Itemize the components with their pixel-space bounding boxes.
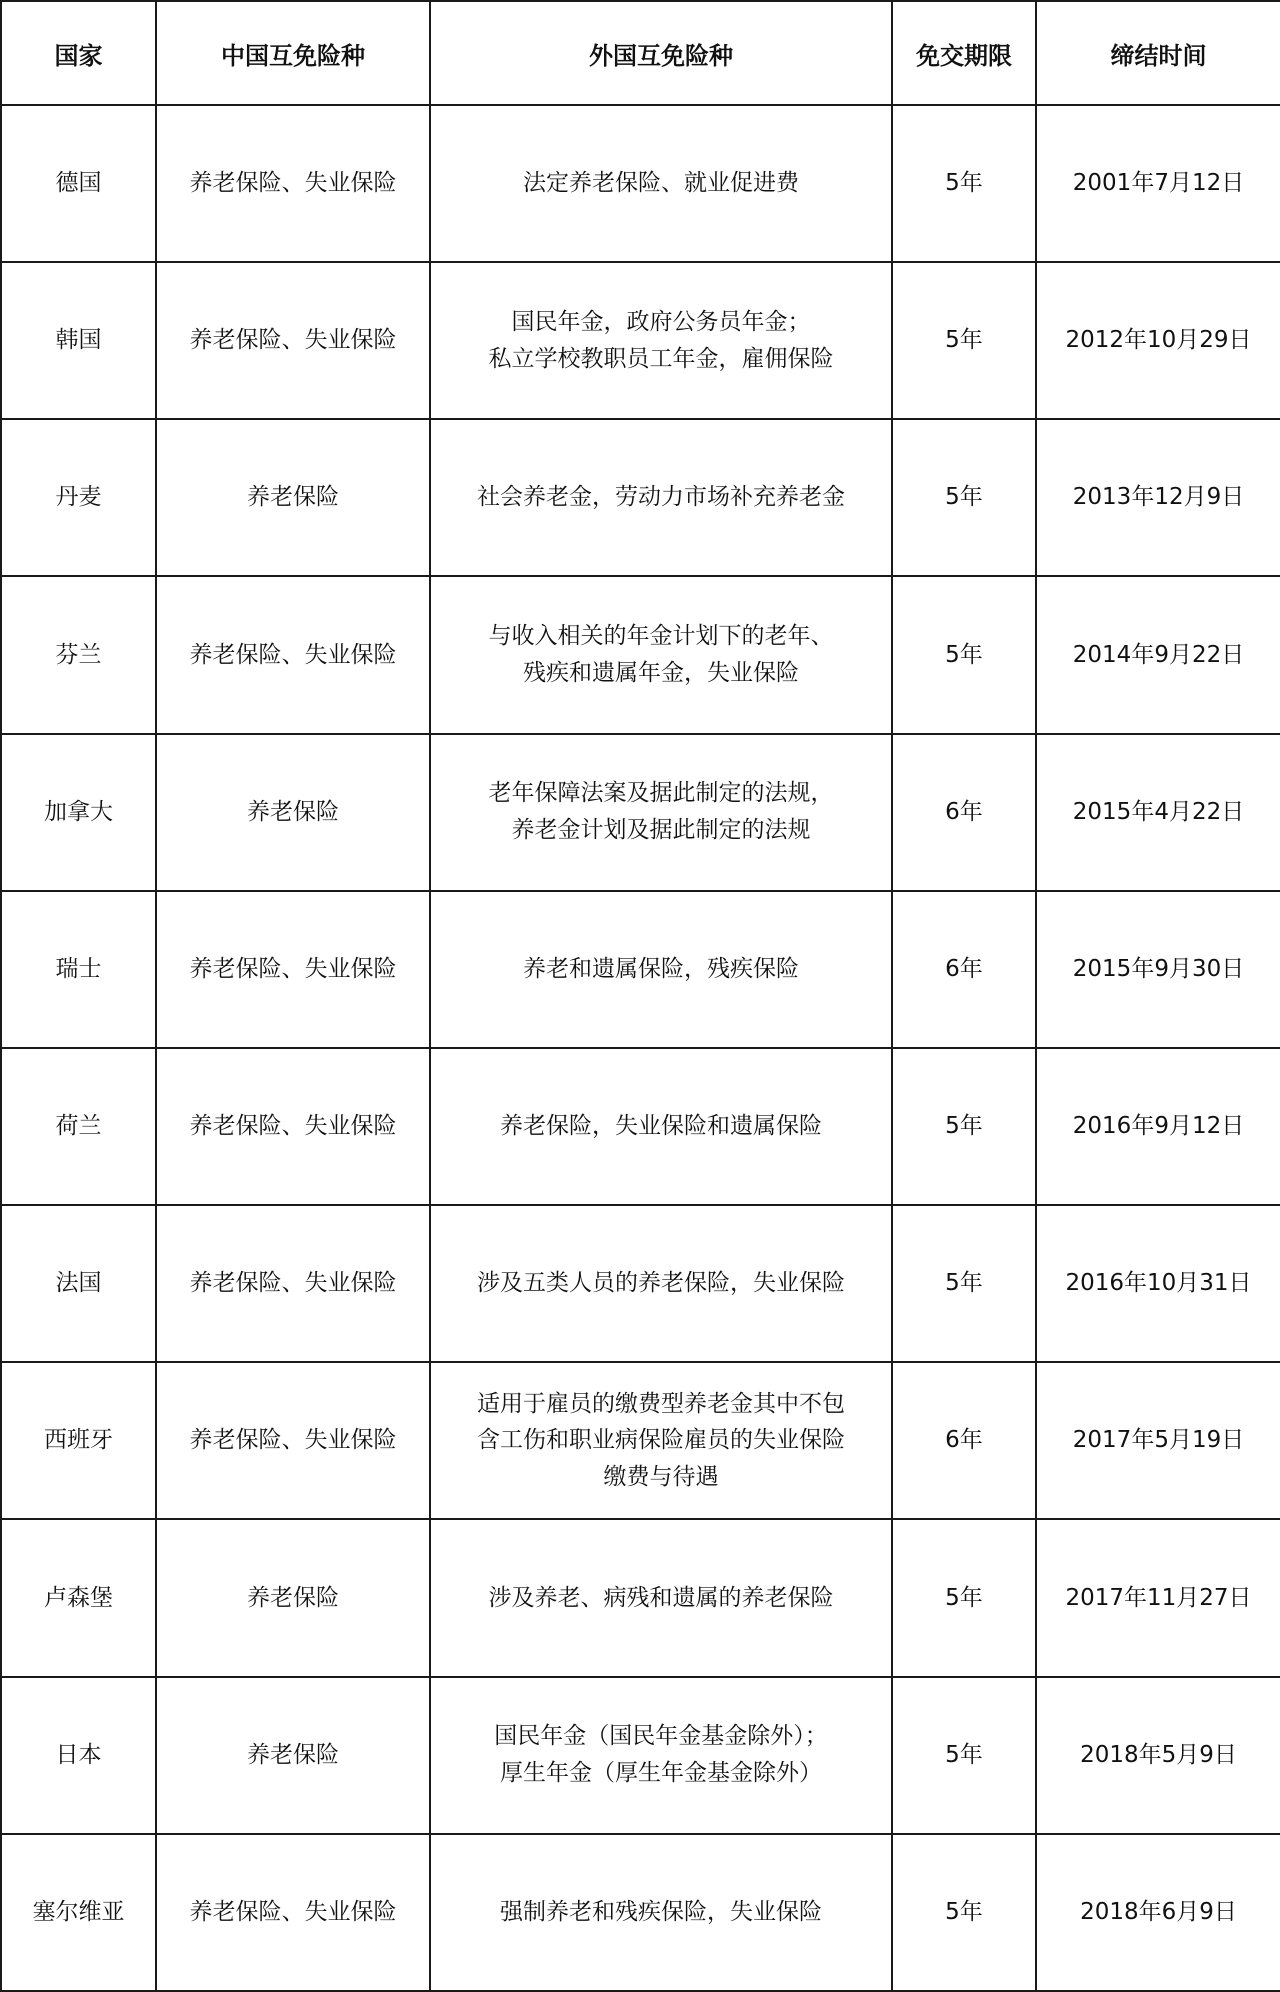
foreign-insurance-cell (430, 262, 892, 419)
exemption-period-cell: 6年 (892, 891, 1036, 1048)
table-row (1, 105, 1280, 262)
foreign-insurance-cell (430, 1205, 892, 1362)
table-row (1, 1677, 1280, 1834)
foreign-insurance-cell (430, 1362, 892, 1519)
exemption-period-cell: 5年 (892, 1205, 1036, 1362)
signing-date-cell: 2015年4月22日 (1036, 734, 1280, 891)
china-insurance-cell: 养老保险 (156, 419, 430, 576)
signing-date-cell: 2015年9月30日 (1036, 891, 1280, 1048)
country-cell: 法国 (1, 1205, 156, 1362)
china-insurance-cell: 养老保险 (156, 1519, 430, 1676)
foreign-insurance-line: 与收入相关的年金计划下的老年、 (488, 623, 834, 650)
signing-date-cell: 2016年10月31日 (1036, 1205, 1280, 1362)
foreign-insurance-cell (430, 891, 892, 1048)
table-row (1, 262, 1280, 419)
foreign-insurance-line: 国民年金，政府公务员年金； (511, 308, 811, 335)
exemption-period-cell: 5年 (892, 419, 1036, 576)
foreign-insurance-cell (430, 1677, 892, 1834)
header-china-insurance: 中国互免险种 (156, 1, 430, 105)
foreign-insurance-line: 强制养老和残疾保险，失业保险 (500, 1898, 822, 1925)
china-insurance-cell: 养老保险 (156, 734, 430, 891)
foreign-insurance-line: 养老和遗属保险，残疾保险 (523, 955, 799, 982)
foreign-insurance-cell (430, 419, 892, 576)
foreign-insurance-line: 厚生年金（厚生年金基金除外） (500, 1760, 822, 1787)
foreign-insurance-line: 社会养老金，劳动力市场补充养老金 (477, 484, 845, 511)
exemption-period-cell: 5年 (892, 262, 1036, 419)
exemption-period-cell: 5年 (892, 105, 1036, 262)
country-cell: 塞尔维亚 (1, 1834, 156, 1991)
china-insurance-cell: 养老保险、失业保险 (156, 1362, 430, 1519)
foreign-insurance-line: 涉及养老、病残和遗属的养老保险 (488, 1584, 834, 1611)
table-row (1, 1362, 1280, 1519)
country-cell: 韩国 (1, 262, 156, 419)
exemption-period-cell: 6年 (892, 734, 1036, 891)
signing-date-cell: 2018年6月9日 (1036, 1834, 1280, 1991)
header-country: 国家 (1, 1, 156, 105)
table-row (1, 1048, 1280, 1205)
foreign-insurance-line: 私立学校教职员工年金，雇佣保险 (488, 345, 834, 372)
country-cell: 日本 (1, 1677, 156, 1834)
table-row (1, 1519, 1280, 1676)
signing-date-cell: 2018年5月9日 (1036, 1677, 1280, 1834)
country-cell: 荷兰 (1, 1048, 156, 1205)
signing-date-cell: 2017年5月19日 (1036, 1362, 1280, 1519)
signing-date-cell: 2017年11月27日 (1036, 1519, 1280, 1676)
country-cell: 西班牙 (1, 1362, 156, 1519)
table-row (1, 576, 1280, 733)
exemption-period-cell: 5年 (892, 576, 1036, 733)
china-insurance-cell: 养老保险、失业保险 (156, 262, 430, 419)
foreign-insurance-line: 适用于雇员的缴费型养老金其中不包 (477, 1390, 845, 1417)
foreign-insurance-line: 含工伤和职业病保险雇员的失业保险 (477, 1427, 845, 1454)
signing-date-cell: 2001年7月12日 (1036, 105, 1280, 262)
country-cell: 加拿大 (1, 734, 156, 891)
foreign-insurance-line: 老年保障法案及据此制定的法规， (488, 780, 834, 807)
foreign-insurance-cell (430, 734, 892, 891)
china-insurance-cell: 养老保险、失业保险 (156, 891, 430, 1048)
foreign-insurance-line: 缴费与待遇 (603, 1464, 719, 1491)
signing-date-cell: 2013年12月9日 (1036, 419, 1280, 576)
foreign-insurance-cell (430, 105, 892, 262)
china-insurance-cell: 养老保险、失业保险 (156, 105, 430, 262)
foreign-insurance-cell (430, 576, 892, 733)
country-cell: 丹麦 (1, 419, 156, 576)
foreign-insurance-cell (430, 1519, 892, 1676)
table-row (1, 891, 1280, 1048)
foreign-insurance-line: 涉及五类人员的养老保险，失业保险 (477, 1270, 845, 1297)
table-row (1, 1205, 1280, 1362)
table-row (1, 1834, 1280, 1991)
foreign-insurance-cell (430, 1048, 892, 1205)
foreign-insurance-line: 养老金计划及据此制定的法规 (511, 817, 811, 844)
exemption-period-cell: 6年 (892, 1362, 1036, 1519)
country-cell: 芬兰 (1, 576, 156, 733)
header-signing-date: 缔结时间 (1036, 1, 1280, 105)
country-cell: 德国 (1, 105, 156, 262)
china-insurance-cell: 养老保险 (156, 1677, 430, 1834)
exemption-period-cell: 5年 (892, 1048, 1036, 1205)
signing-date-cell: 2012年10月29日 (1036, 262, 1280, 419)
china-insurance-cell: 养老保险、失业保险 (156, 1048, 430, 1205)
exemption-period-cell: 5年 (892, 1519, 1036, 1676)
country-cell: 卢森堡 (1, 1519, 156, 1676)
table-row (1, 419, 1280, 576)
signing-date-cell: 2014年9月22日 (1036, 576, 1280, 733)
header-foreign-insurance: 外国互免险种 (430, 1, 892, 105)
header-row (1, 1, 1280, 105)
foreign-insurance-cell (430, 1834, 892, 1991)
foreign-insurance-line: 养老保险，失业保险和遗属保险 (500, 1113, 822, 1140)
china-insurance-cell: 养老保险、失业保险 (156, 576, 430, 733)
exemption-period-cell: 5年 (892, 1834, 1036, 1991)
table-row (1, 734, 1280, 891)
china-insurance-cell: 养老保险、失业保险 (156, 1205, 430, 1362)
exemption-period-cell: 5年 (892, 1677, 1036, 1834)
foreign-insurance-line: 残疾和遗属年金，失业保险 (523, 660, 799, 687)
foreign-insurance-line: 法定养老保险、就业促进费 (523, 170, 799, 197)
header-exemption-period: 免交期限 (892, 1, 1036, 105)
signing-date-cell: 2016年9月12日 (1036, 1048, 1280, 1205)
country-cell: 瑞士 (1, 891, 156, 1048)
foreign-insurance-line: 国民年金（国民年金基金除外）； (494, 1723, 828, 1750)
china-insurance-cell: 养老保险、失业保险 (156, 1834, 430, 1991)
